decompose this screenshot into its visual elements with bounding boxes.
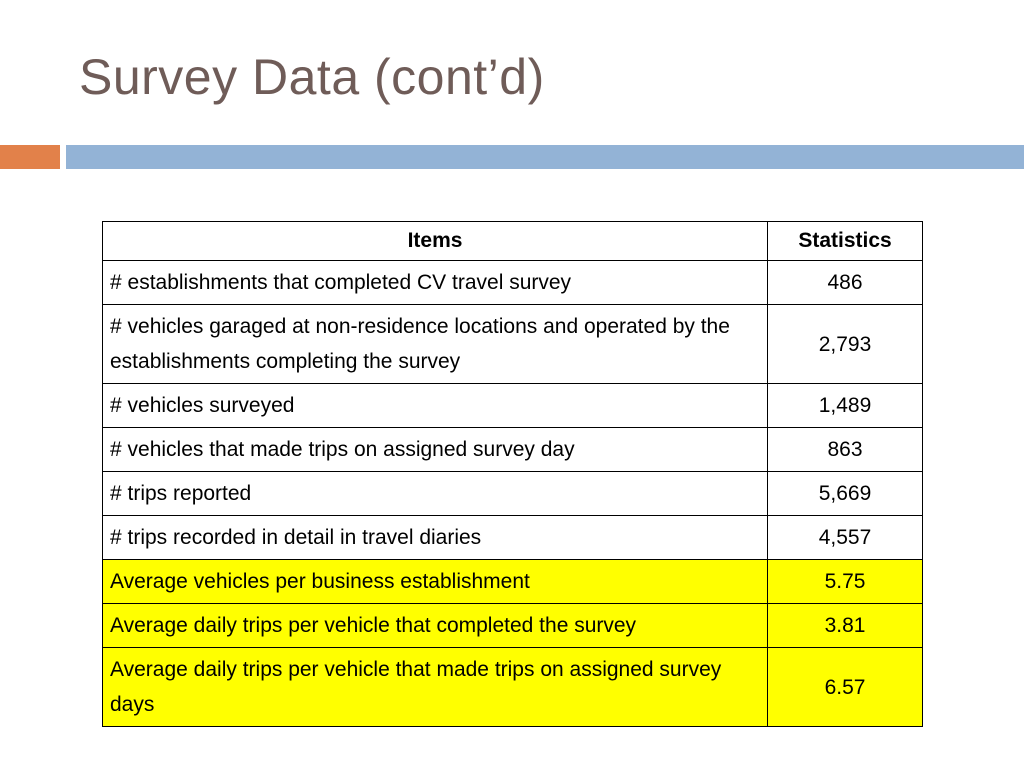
accent-bar-blue: [66, 145, 1024, 169]
table-row-highlighted: [103, 648, 923, 727]
column-header-statistics: Statistics: [768, 222, 923, 261]
slide-title: Survey Data (cont’d): [79, 49, 545, 105]
row-item: # vehicles surveyed: [103, 384, 768, 428]
table-row: [103, 516, 923, 560]
survey-statistics-table: [102, 221, 923, 727]
row-value: 3.81: [768, 604, 923, 648]
table-row-highlighted: [103, 560, 923, 604]
row-item: # vehicles that made trips on assigned survey day: [103, 428, 768, 472]
row-item: # trips recorded in detail in travel diaries: [103, 516, 768, 560]
row-value: 863: [768, 428, 923, 472]
row-item: Average vehicles per business establishment: [103, 560, 768, 604]
row-value: 2,793: [768, 305, 923, 384]
row-item: Average daily trips per vehicle that made trips on assigned survey days: [103, 648, 768, 727]
row-value: 6.57: [768, 648, 923, 727]
row-value: 5,669: [768, 472, 923, 516]
row-item: # establishments that completed CV travel survey: [103, 261, 768, 305]
table-header-row: [103, 222, 923, 261]
row-value: 4,557: [768, 516, 923, 560]
row-value: 486: [768, 261, 923, 305]
table-row: [103, 305, 923, 384]
column-header-items: Items: [103, 222, 768, 261]
row-item: Average daily trips per vehicle that completed the survey: [103, 604, 768, 648]
accent-bar-orange: [0, 145, 60, 169]
row-item: # vehicles garaged at non-residence locations and operated by the establishments completing the survey: [103, 305, 768, 384]
table-row-highlighted: [103, 604, 923, 648]
row-value: 1,489: [768, 384, 923, 428]
row-item: # trips reported: [103, 472, 768, 516]
table-row: [103, 384, 923, 428]
table-row: [103, 428, 923, 472]
table-row: [103, 261, 923, 305]
table-row: [103, 472, 923, 516]
row-value: 5.75: [768, 560, 923, 604]
